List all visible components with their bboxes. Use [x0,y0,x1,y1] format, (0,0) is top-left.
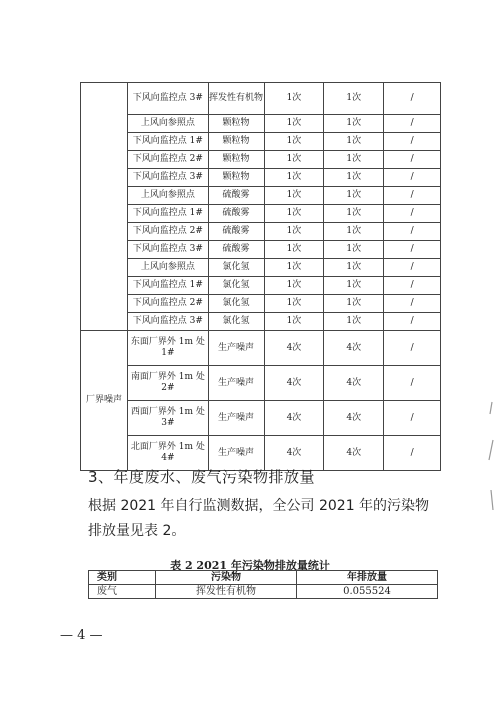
frequency-cell: 1次 [324,205,384,223]
frequency-cell: 1次 [264,223,324,241]
monitoring-item: 生产噪声 [208,401,264,436]
table-row [81,366,441,401]
binding-mark [487,400,495,520]
monitoring-item: 硫酸雾 [208,241,264,259]
page-number: — 4 — [60,628,103,643]
table-row [81,151,441,169]
header-pollutant: 污染物 [156,571,297,585]
frequency-cell: 1次 [324,133,384,151]
frequency-cell: 4次 [264,366,324,401]
frequency-cell: 1次 [264,151,324,169]
frequency-cell: 1次 [324,223,384,241]
remark-cell: / [384,83,441,115]
table-row [81,295,441,313]
cell-category: 废气 [89,585,156,599]
frequency-cell: 1次 [324,241,384,259]
monitoring-item: 颗粒物 [208,169,264,187]
table-row [89,585,438,599]
frequency-cell: 4次 [264,401,324,436]
frequency-cell: 1次 [324,295,384,313]
table-2-caption: 表 2 2021 年污染物排放量统计 [170,559,330,572]
emission-summary-table [88,570,438,599]
table-row [81,115,441,133]
table-row [81,133,441,151]
monitoring-point: 下风向监控点 3# [128,241,208,259]
monitoring-item: 硫酸雾 [208,205,264,223]
table-row [81,241,441,259]
table-row [81,277,441,295]
frequency-cell: 1次 [324,277,384,295]
body-paragraph: 根据 2021 年自行监测数据，全公司 2021 年的污染物排放量见表 2。 [88,498,430,539]
monitoring-item: 生产噪声 [208,331,264,366]
frequency-cell: 1次 [264,241,324,259]
monitoring-item: 氯化氢 [208,295,264,313]
monitoring-point: 北面厂界外 1m 处 4# [128,436,208,471]
remark-cell: / [384,205,441,223]
frequency-cell: 1次 [264,83,324,115]
table-header-row [89,571,438,585]
frequency-cell: 4次 [324,401,384,436]
table-row [81,331,441,366]
remark-cell: / [384,223,441,241]
remark-cell: / [384,241,441,259]
table-row [81,169,441,187]
monitoring-item: 挥发性有机物 [208,83,264,115]
frequency-cell: 1次 [264,115,324,133]
frequency-cell: 1次 [264,133,324,151]
monitoring-point: 下风向监控点 3# [128,169,208,187]
frequency-cell: 1次 [324,83,384,115]
frequency-cell: 1次 [324,313,384,331]
monitoring-point: 下风向监控点 2# [128,295,208,313]
frequency-cell: 4次 [324,436,384,471]
remark-cell: / [384,259,441,277]
monitoring-point: 下风向监控点 1# [128,133,208,151]
monitoring-item: 生产噪声 [208,436,264,471]
monitoring-point: 上风向参照点 [128,187,208,205]
monitoring-point: 西面厂界外 1m 处 3# [128,401,208,436]
header-amount: 年排放量 [297,571,438,585]
monitoring-point: 下风向监控点 3# [128,313,208,331]
frequency-cell: 4次 [324,331,384,366]
monitoring-point: 下风向监控点 2# [128,151,208,169]
monitoring-item: 氯化氢 [208,259,264,277]
frequency-cell: 1次 [264,205,324,223]
cell-amount: 0.055524 [297,585,438,599]
section-heading: 3、年度废水、废气污染物排放量 [88,468,316,486]
frequency-cell: 1次 [264,169,324,187]
table-row [81,83,441,115]
monitoring-item: 颗粒物 [208,151,264,169]
table-row [81,401,441,436]
monitoring-item: 颗粒物 [208,115,264,133]
monitoring-point: 上风向参照点 [128,259,208,277]
monitoring-frequency-table [80,82,441,471]
table-row [81,187,441,205]
monitoring-item: 硫酸雾 [208,223,264,241]
table-row [81,313,441,331]
remark-cell: / [384,313,441,331]
frequency-cell: 1次 [264,313,324,331]
monitoring-item: 生产噪声 [208,366,264,401]
monitoring-point: 下风向监控点 2# [128,223,208,241]
monitoring-point: 东面厂界外 1m 处 1# [128,331,208,366]
remark-cell: / [384,169,441,187]
monitoring-item: 硫酸雾 [208,187,264,205]
monitoring-item: 氯化氢 [208,277,264,295]
frequency-cell: 1次 [264,187,324,205]
category-cell-air [81,83,128,331]
frequency-cell: 1次 [324,187,384,205]
frequency-cell: 1次 [264,277,324,295]
remark-cell: / [384,133,441,151]
frequency-cell: 4次 [324,366,384,401]
remark-cell: / [384,277,441,295]
remark-cell: / [384,295,441,313]
table-row [81,223,441,241]
monitoring-point: 南面厂界外 1m 处 2# [128,366,208,401]
remark-cell: / [384,401,441,436]
frequency-cell: 4次 [264,436,324,471]
monitoring-point: 下风向监控点 3# [128,83,208,115]
remark-cell: / [384,115,441,133]
frequency-cell: 1次 [324,259,384,277]
monitoring-point: 下风向监控点 1# [128,277,208,295]
cell-pollutant: 挥发性有机物 [156,585,297,599]
frequency-cell: 1次 [324,115,384,133]
monitoring-item: 氯化氢 [208,313,264,331]
header-category: 类别 [89,571,156,585]
monitoring-point: 下风向监控点 1# [128,205,208,223]
table-row [81,259,441,277]
remark-cell: / [384,366,441,401]
frequency-cell: 1次 [324,169,384,187]
frequency-cell: 4次 [264,331,324,366]
remark-cell: / [384,151,441,169]
frequency-cell: 1次 [264,259,324,277]
table-row [81,205,441,223]
monitoring-point: 上风向参照点 [128,115,208,133]
remark-cell: / [384,331,441,366]
remark-cell: / [384,436,441,471]
monitoring-item: 颗粒物 [208,133,264,151]
frequency-cell: 1次 [264,295,324,313]
remark-cell: / [384,187,441,205]
category-cell-noise: 厂界噪声 [81,331,128,471]
frequency-cell: 1次 [324,151,384,169]
